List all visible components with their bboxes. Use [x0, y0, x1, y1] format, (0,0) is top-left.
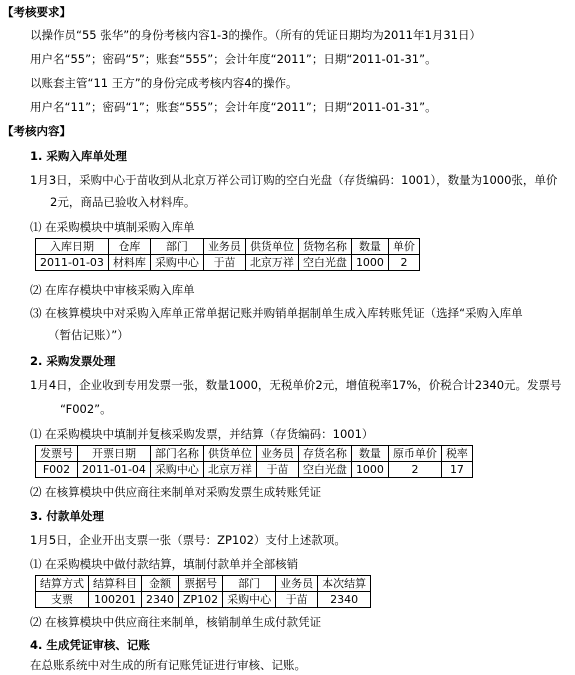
table-header-cell: 业务员: [203, 239, 245, 255]
table-header-cell: 数量: [351, 239, 388, 255]
table-header-cell: 仓库: [108, 239, 150, 255]
table-cell: 100201: [89, 592, 142, 608]
invoice-table: [35, 445, 473, 478]
table-header-cell: 票据号: [179, 576, 223, 592]
table-header-cell: 数量: [351, 446, 388, 462]
table-header-cell: 存货名称: [298, 446, 351, 462]
requirements-header: 【考核要求】: [2, 5, 71, 19]
table-cell: 北京万祥: [203, 462, 256, 478]
table-header-cell: 金额: [142, 576, 179, 592]
table-cell: 采购中心: [223, 592, 276, 608]
step-text: ⑴ 在采购模块中填制并复核采购发票，并结算（存货编码：1001）: [30, 427, 374, 441]
table-cell: 北京万祥: [245, 255, 298, 271]
table-cell: 于苗: [276, 592, 318, 608]
section-description: 在总账系统中对生成的所有记账凭证进行审核、记账。: [30, 658, 306, 672]
requirement-line: 用户名“55”；密码“5”；账套“555”；会计年度“2011”；日期“2011-01-31”。: [30, 52, 437, 66]
table-cell: 17: [441, 462, 472, 478]
step-text: ⑶ 在核算模块中对采购入库单正常单据记账并购销单据制单生成入库转账凭证（选择“采购入库单: [30, 306, 523, 320]
table-cell: 支票: [36, 592, 89, 608]
section-description: 1月4日，企业收到专用发票一张，数量1000，无税单价2元，增值税率17%，价税合计2340元。发票号: [30, 378, 562, 392]
table-cell: F002: [36, 462, 78, 478]
table-header-cell: 入库日期: [36, 239, 109, 255]
table-header-row: [36, 576, 371, 592]
table-header-cell: 结算科目: [89, 576, 142, 592]
table-cell: 于苗: [203, 255, 245, 271]
table-header-cell: 部门: [150, 239, 203, 255]
table-cell: 空白光盘: [298, 462, 351, 478]
table-header-cell: 税率: [441, 446, 472, 462]
section-description: 1月5日，企业开出支票一张（票号：ZP102）支付上述款项。: [30, 533, 346, 547]
table-header-cell: 部门: [223, 576, 276, 592]
step-text: ⑵ 在核算模块中供应商往来制单，核销制单生成付款凭证: [30, 615, 322, 629]
table-cell: ZP102: [179, 592, 223, 608]
table-cell: 采购中心: [150, 462, 203, 478]
payment-table: [35, 575, 371, 608]
requirement-line: 用户名“11”；密码“1”；账套“555”；会计年度“2011”；日期“2011-01-31”。: [30, 100, 437, 114]
table-header-row: [36, 446, 473, 462]
table-header-cell: 供货单位: [245, 239, 298, 255]
table-cell: 2: [388, 255, 419, 271]
table-cell: 1000: [351, 255, 388, 271]
table-header-cell: 业务员: [276, 576, 318, 592]
table-cell: 2340: [142, 592, 179, 608]
table-header-row: [36, 239, 420, 255]
table-row: [36, 592, 371, 608]
table-header-cell: 供货单位: [203, 446, 256, 462]
table-header-cell: 本次结算: [318, 576, 371, 592]
table-cell: 2011-01-04: [78, 462, 151, 478]
section-description: 1月3日，采购中心于苗收到从北京万祥公司订购的空白光盘（存货编码：1001），数量为1000张，单价: [30, 173, 558, 187]
section-description: “F002”。: [60, 402, 112, 416]
step-text: ⑴ 在采购模块中填制采购入库单: [30, 220, 195, 234]
section-title: 4. 生成凭证审核、记账: [30, 638, 150, 652]
table-cell: 2011-01-03: [36, 255, 109, 271]
content-header: 【考核内容】: [2, 124, 71, 138]
table-header-cell: 部门名称: [150, 446, 203, 462]
section-title: 3. 付款单处理: [30, 509, 104, 523]
step-text: ⑵ 在核算模块中供应商往来制单对采购发票生成转账凭证: [30, 485, 322, 499]
table-cell: 1000: [351, 462, 388, 478]
table-header-cell: 发票号: [36, 446, 78, 462]
section-title: 1. 采购入库单处理: [30, 149, 127, 163]
section-description: 2元，商品已验收入材料库。: [50, 195, 196, 209]
table-cell: 空白光盘: [298, 255, 351, 271]
table-cell: 材料库: [108, 255, 150, 271]
requirement-line: 以操作员“55 张华”的身份考核内容1-3的操作。（所有的凭证日期均为2011年1月31日）: [30, 28, 481, 42]
table-row: [36, 462, 473, 478]
table-header-cell: 货物名称: [298, 239, 351, 255]
table-header-cell: 单价: [388, 239, 419, 255]
requirement-line: 以账套主管“11 王方”的身份完成考核内容4的操作。: [30, 76, 298, 90]
table-cell: 2: [388, 462, 441, 478]
table-header-cell: 原币单价: [388, 446, 441, 462]
section-title: 2. 采购发票处理: [30, 354, 116, 368]
table-header-cell: 业务员: [256, 446, 298, 462]
table-header-cell: 结算方式: [36, 576, 89, 592]
table-cell: 于苗: [256, 462, 298, 478]
step-text: （暂估记账）”）: [48, 328, 129, 342]
table-header-cell: 开票日期: [78, 446, 151, 462]
step-text: ⑴ 在采购模块中做付款结算，填制付款单并全部核销: [30, 557, 299, 571]
table-cell: 2340: [318, 592, 371, 608]
table-row: [36, 255, 420, 271]
table-cell: 采购中心: [150, 255, 203, 271]
step-text: ⑵ 在库存模块中审核采购入库单: [30, 283, 195, 297]
receipt-table: [35, 238, 420, 271]
